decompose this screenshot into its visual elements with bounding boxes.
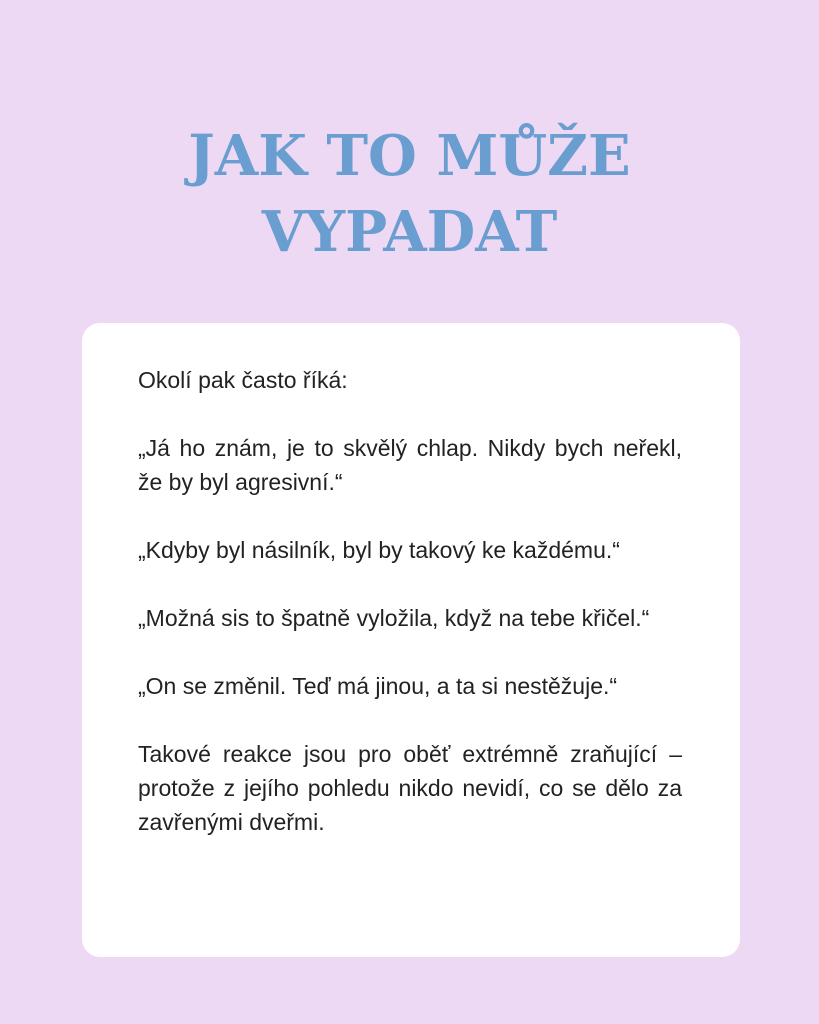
title-line-2: VYPADAT	[261, 199, 558, 265]
conclusion-paragraph: Takové reakce jsou pro oběť extrémně zraňující – protože z jejího pohledu nikdo nevidí, co se dělo za zavřenými dveřmi.	[138, 741, 682, 835]
quote-paragraph-4: „On se změnil. Teď má jinou, a ta si nestěžuje.“	[138, 673, 618, 699]
quote-paragraph-3: „Možná sis to špatně vyložila, když na tebe křičel.“	[138, 605, 650, 631]
title-line-1: JAK TO MŮŽE	[188, 123, 631, 189]
content-card	[82, 323, 740, 957]
intro-paragraph: Okolí pak často říká:	[138, 367, 348, 393]
quote-paragraph-1: „Já ho znám, je to skvělý chlap. Nikdy bych neřekl, že by byl agresivní.“	[138, 435, 682, 495]
quote-paragraph-2: „Kdyby byl násilník, byl by takový ke každému.“	[138, 537, 620, 563]
page-title	[0, 118, 819, 270]
